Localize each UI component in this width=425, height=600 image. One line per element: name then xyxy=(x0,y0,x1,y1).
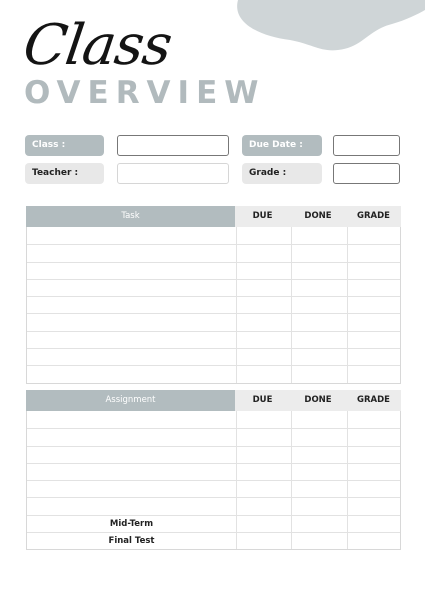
table-row[interactable] xyxy=(27,348,400,365)
column-divider xyxy=(347,349,348,365)
task-table-header xyxy=(26,206,401,227)
column-divider xyxy=(236,366,237,382)
column-divider xyxy=(236,263,237,279)
column-divider xyxy=(291,429,292,445)
task-table xyxy=(26,206,401,384)
column-divider xyxy=(291,245,292,261)
column-divider xyxy=(291,447,292,463)
row-label: Final Test xyxy=(108,536,155,547)
table-row[interactable] xyxy=(27,313,400,330)
table-row[interactable] xyxy=(27,244,400,261)
column-divider xyxy=(291,227,292,244)
column-divider xyxy=(347,297,348,313)
column-divider xyxy=(236,411,237,428)
due-column-header: DUE xyxy=(235,390,290,411)
column-divider xyxy=(291,297,292,313)
table-row[interactable] xyxy=(27,262,400,279)
column-divider xyxy=(236,227,237,244)
column-divider xyxy=(236,447,237,463)
task-table-body xyxy=(26,227,401,384)
column-divider xyxy=(236,280,237,296)
column-divider xyxy=(347,332,348,348)
column-divider xyxy=(291,332,292,348)
table-row[interactable] xyxy=(27,227,400,244)
due-date-field[interactable] xyxy=(333,135,400,156)
column-divider xyxy=(347,411,348,428)
table-row[interactable] xyxy=(27,365,400,382)
column-divider xyxy=(236,429,237,445)
grade-field[interactable] xyxy=(333,163,400,184)
column-divider xyxy=(291,263,292,279)
column-divider xyxy=(347,227,348,244)
column-divider xyxy=(236,464,237,480)
assignment-table xyxy=(26,390,401,550)
column-divider xyxy=(236,245,237,261)
column-divider xyxy=(347,314,348,330)
column-divider xyxy=(291,314,292,330)
column-divider xyxy=(236,332,237,348)
column-divider xyxy=(236,481,237,497)
column-divider xyxy=(291,516,292,532)
column-divider xyxy=(291,481,292,497)
due-date-label: Due Date : xyxy=(242,135,322,156)
column-divider xyxy=(291,366,292,382)
column-divider xyxy=(291,533,292,549)
table-row[interactable] xyxy=(27,446,400,463)
column-divider xyxy=(236,314,237,330)
table-row[interactable] xyxy=(27,279,400,296)
column-divider xyxy=(347,263,348,279)
column-divider xyxy=(347,481,348,497)
table-row[interactable] xyxy=(27,428,400,445)
column-divider xyxy=(291,349,292,365)
table-row[interactable] xyxy=(27,515,400,532)
column-divider xyxy=(236,516,237,532)
column-divider xyxy=(291,464,292,480)
table-row[interactable] xyxy=(27,532,400,549)
task-column-header: Task xyxy=(26,206,235,227)
done-column-header: DONE xyxy=(290,390,346,411)
column-divider xyxy=(347,447,348,463)
column-divider xyxy=(291,411,292,428)
table-row[interactable] xyxy=(27,296,400,313)
table-row[interactable] xyxy=(27,463,400,480)
row-label: Mid-Term xyxy=(109,518,154,529)
column-divider xyxy=(347,245,348,261)
table-row[interactable] xyxy=(27,331,400,348)
column-divider xyxy=(347,429,348,445)
grade-column-header: GRADE xyxy=(346,390,401,411)
teacher-field[interactable] xyxy=(117,163,229,184)
class-field[interactable] xyxy=(117,135,229,156)
assignment-column-header: Assignment xyxy=(26,390,235,411)
column-divider xyxy=(236,297,237,313)
assignment-table-header xyxy=(26,390,401,411)
column-divider xyxy=(347,533,348,549)
column-divider xyxy=(291,498,292,514)
column-divider xyxy=(236,349,237,365)
column-divider xyxy=(347,280,348,296)
done-column-header: DONE xyxy=(290,206,346,227)
assignment-table-body xyxy=(26,411,401,550)
column-divider xyxy=(347,464,348,480)
title-block: OVERVIEW xyxy=(24,75,266,111)
table-row[interactable] xyxy=(27,411,400,428)
table-row[interactable] xyxy=(27,497,400,514)
grade-column-header: GRADE xyxy=(346,206,401,227)
column-divider xyxy=(347,516,348,532)
grade-label: Grade : xyxy=(242,163,322,184)
column-divider xyxy=(236,498,237,514)
column-divider xyxy=(347,498,348,514)
table-row[interactable] xyxy=(27,480,400,497)
title-script: Class xyxy=(19,13,176,78)
column-divider xyxy=(291,280,292,296)
column-divider xyxy=(236,533,237,549)
due-column-header: DUE xyxy=(235,206,290,227)
column-divider xyxy=(347,366,348,382)
teacher-label: Teacher : xyxy=(25,163,104,184)
class-label: Class : xyxy=(25,135,104,156)
